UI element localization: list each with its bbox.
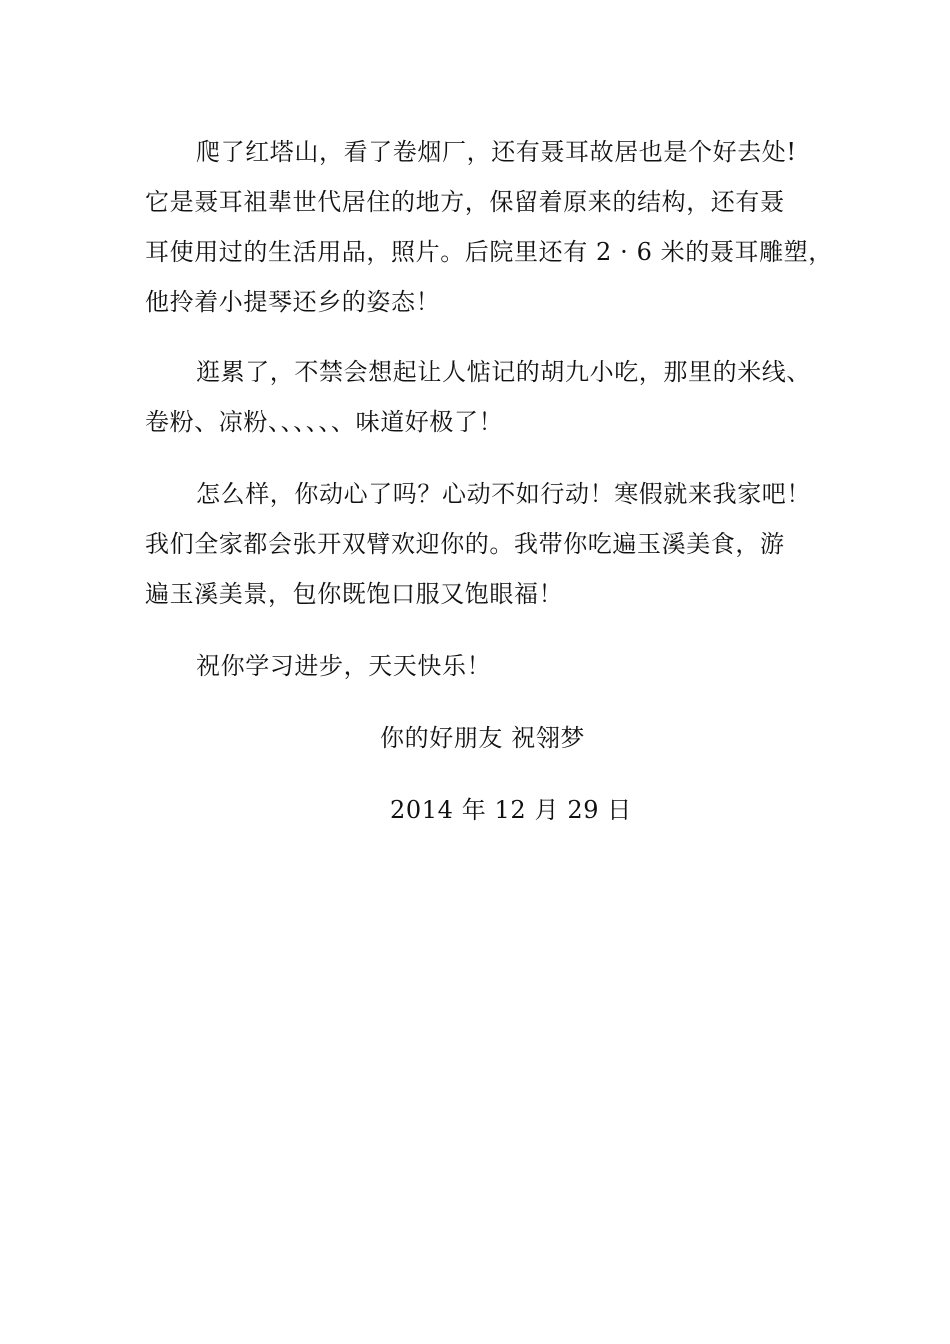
paragraph-1-line-2: 它是聂耳祖辈世代居住的地方，保留着原来的结构，还有聂 <box>145 188 785 216</box>
paragraph-1-line-4: 他拎着小提琴还乡的姿态！ <box>145 288 441 316</box>
paragraph-3-line-2: 我们全家都会张开双臂欢迎你的。我带你吃遍玉溪美食，游 <box>145 530 785 558</box>
letter-date: 2014 年 12 月 29 日 <box>390 796 632 824</box>
paragraph-3-line-3: 遍玉溪美景，包你既饱口服又饱眼福！ <box>145 580 564 608</box>
paragraph-2-line-2: 卷粉、凉粉、、、、、、味道好极了！ <box>145 408 504 436</box>
paragraph-1-line-1: 爬了红塔山，看了卷烟厂，还有聂耳故居也是个好去处! <box>196 138 797 166</box>
paragraph-1-line-3: 耳使用过的生活用品，照片。后院里还有 2 · 6 米的聂耳雕塑， <box>145 238 833 266</box>
paragraph-2-line-1: 逛累了，不禁会想起让人惦记的胡九小吃，那里的米线、 <box>196 358 811 386</box>
closing-wish: 祝你学习进步，天天快乐！ <box>196 652 492 680</box>
signature: 你的好朋友 祝翎梦 <box>380 724 586 752</box>
paragraph-3-line-1: 怎么样，你动心了吗？心动不如行动！寒假就来我家吧！ <box>196 480 811 508</box>
